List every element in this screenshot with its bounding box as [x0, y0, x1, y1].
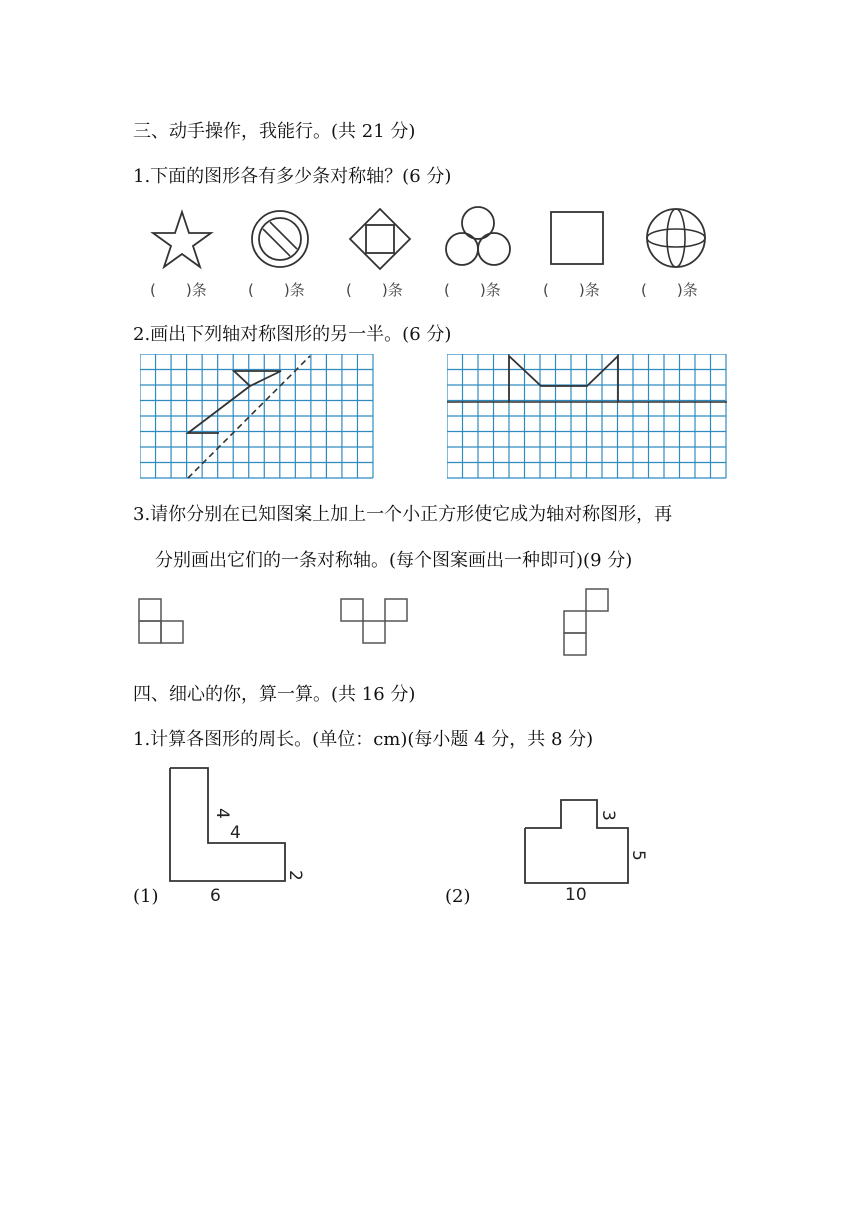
grid-right[interactable]	[447, 354, 728, 480]
pattern-1[interactable]	[138, 598, 188, 648]
blank-3[interactable]: ( )条	[346, 281, 403, 299]
blank-1[interactable]: ( )条	[150, 281, 207, 299]
q3-prompt-line1: 3.请你分别在已知图案上加上一个小正方形使它成为轴对称图形，再	[133, 504, 673, 525]
q1-prompt: 1.下面的图形各有多少条对称轴？(6 分)	[133, 166, 452, 187]
blank-4[interactable]: ( )条	[444, 281, 501, 299]
section3-title: 三、动手操作，我能行。(共 21 分)	[133, 121, 416, 142]
l-shape-figure	[160, 760, 310, 910]
grid-lines-left	[140, 354, 373, 478]
dim-10-horizontal: 10	[565, 885, 587, 900]
pattern-3[interactable]	[563, 588, 613, 660]
dim-4-horizontal: 4	[230, 823, 241, 843]
t-shape-figure	[515, 790, 665, 900]
pattern-2[interactable]	[340, 598, 412, 648]
blank-2[interactable]: ( )条	[248, 281, 305, 299]
sphere-shape	[647, 209, 705, 267]
q2-prompt: 2.画出下列轴对称图形的另一半。(6 分)	[133, 324, 452, 345]
section4-title: 四、细心的你，算一算。(共 16 分)	[133, 684, 416, 705]
dim-5-vertical: 5	[628, 850, 648, 861]
symmetry-shapes-row	[140, 200, 740, 280]
square-shape	[551, 212, 603, 264]
grid-left[interactable]	[140, 354, 375, 480]
dim-2-vertical: 2	[285, 870, 305, 881]
blank-6[interactable]: ( )条	[641, 281, 698, 299]
fig1-label: (1)	[133, 886, 159, 907]
three-circles-shape	[446, 207, 510, 265]
fig2-label: (2)	[445, 886, 471, 907]
blank-5[interactable]: ( )条	[543, 281, 600, 299]
dim-3-vertical: 3	[598, 810, 618, 821]
section4-q1-prompt: 1.计算各图形的周长。(单位：cm)(每小题 4 分，共 8 分)	[133, 729, 594, 750]
dim-6-horizontal: 6	[210, 886, 221, 906]
star-shape	[153, 212, 211, 267]
prohibition-sign-shape	[252, 211, 308, 267]
q3-prompt-line2: 分别画出它们的一条对称轴。(每个图案画出一种即可)(9 分)	[155, 550, 633, 571]
dim-4-vertical: 4	[212, 808, 232, 819]
diamond-square-shape	[350, 209, 410, 269]
grid-lines-right	[447, 354, 726, 478]
